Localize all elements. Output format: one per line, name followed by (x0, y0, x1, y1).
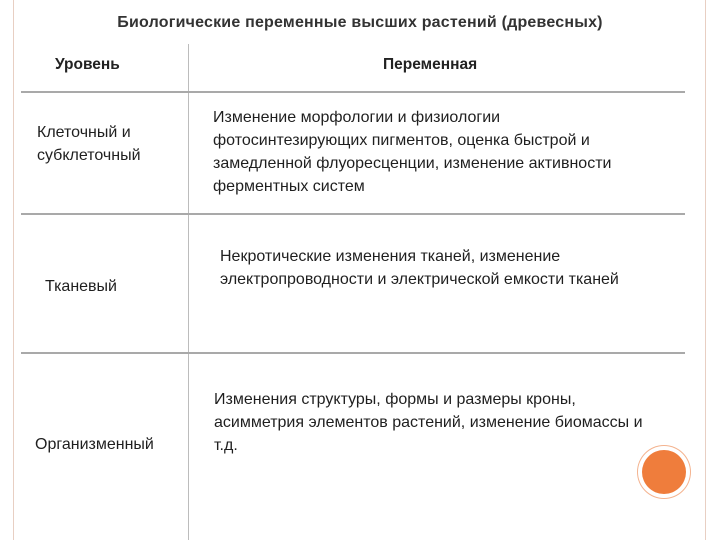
column-divider (188, 44, 189, 540)
row-separator (21, 213, 685, 215)
table-cell-level: Клеточный и субклеточный (37, 124, 141, 164)
table-cell-variable: Изменение морфологии и физиологии фотосинтезирующих пигментов, оценка быстрой и замедленной флуоресценции, изменение активности ферментных систем (213, 109, 612, 195)
table-cell-level: Тканевый (45, 278, 117, 295)
table-cell-variable: Изменения структуры, формы и размеры кроны, асимметрия элементов растений, изменение биомассы и т.д. (214, 391, 643, 454)
column-header-variable: Переменная (383, 56, 478, 73)
decorative-circle (642, 450, 686, 494)
slide-title: Биологические переменные высших растений (древесных) (117, 14, 603, 31)
row-separator (21, 352, 685, 354)
row-separator (21, 91, 685, 93)
table-cell-level: Организменный (35, 436, 154, 453)
table-cell-variable: Некротические изменения тканей, изменение электропроводности и электрической емкости тканей (220, 248, 619, 288)
column-header-level: Уровень (55, 56, 120, 73)
